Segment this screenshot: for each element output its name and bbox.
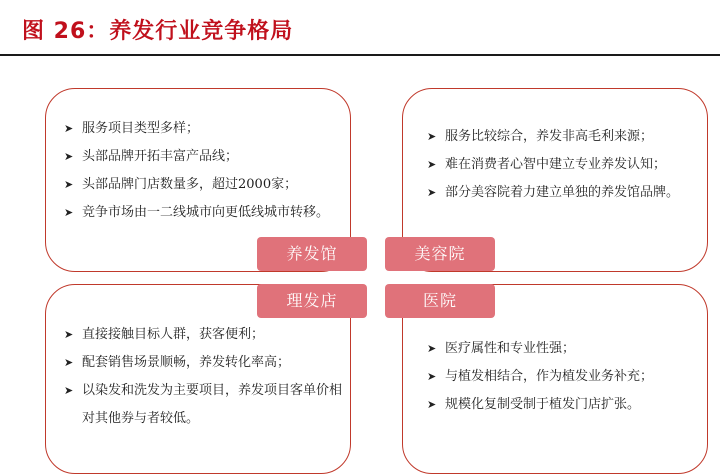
item-text: 直接接触目标人群，获客便利； <box>82 327 265 342</box>
list-item <box>427 151 705 179</box>
list-item <box>64 115 336 143</box>
label-beauty-salon: 美容院 <box>385 237 495 271</box>
title-divider <box>0 54 720 56</box>
arrow-right-icon: ➤ <box>64 206 74 219</box>
item-text: 服务比较综合，养发非高毛利来源； <box>445 129 654 144</box>
arrow-right-icon: ➤ <box>64 384 74 397</box>
label-hospital: 医院 <box>385 284 495 318</box>
item-text: 以染发和洗发为主要项目，养发项目客单价相对其他券与者较低。 <box>82 383 343 426</box>
label-hair-care-salon: 养发馆 <box>257 237 367 271</box>
item-text: 与植发相结合，作为植发业务补充； <box>445 369 654 384</box>
list-item <box>64 143 336 171</box>
arrow-right-icon: ➤ <box>427 398 437 411</box>
item-text: 配套销售场景顺畅，养发转化率高； <box>82 355 291 370</box>
item-text: 规模化复制受制于植发门店扩张。 <box>445 397 641 412</box>
arrow-right-icon: ➤ <box>64 328 74 341</box>
label-barbershop: 理发店 <box>257 284 367 318</box>
item-text: 部分美容院着力建立单独的养发馆品牌。 <box>445 185 680 200</box>
arrow-right-icon: ➤ <box>427 370 437 383</box>
arrow-right-icon: ➤ <box>64 178 74 191</box>
item-text: 头部品牌开拓丰富产品线； <box>82 149 239 164</box>
list-item <box>427 363 705 391</box>
list-hospital <box>427 335 705 419</box>
list-item <box>64 349 342 377</box>
list-item <box>427 335 705 363</box>
arrow-right-icon: ➤ <box>427 186 437 199</box>
item-text: 难在消费者心智中建立专业养发认知； <box>445 157 667 172</box>
item-text: 服务项目类型多样； <box>82 121 200 136</box>
list-beauty-salon <box>427 123 705 207</box>
arrow-right-icon: ➤ <box>427 130 437 143</box>
arrow-right-icon: ➤ <box>64 356 74 369</box>
list-item <box>64 321 342 349</box>
list-item <box>427 391 705 419</box>
arrow-right-icon: ➤ <box>64 150 74 163</box>
item-text: 竞争市场由一二线城市向更低线城市转移。 <box>82 205 330 220</box>
list-item <box>427 179 705 207</box>
arrow-right-icon: ➤ <box>427 342 437 355</box>
list-item <box>64 171 336 199</box>
list-hair-care-salon <box>64 115 336 227</box>
list-item <box>64 377 342 433</box>
arrow-right-icon: ➤ <box>427 158 437 171</box>
list-item <box>427 123 705 151</box>
arrow-right-icon: ➤ <box>64 122 74 135</box>
figure-title: 图 26：养发行业竞争格局 <box>22 19 294 44</box>
list-barbershop <box>64 321 342 433</box>
item-text: 头部品牌门店数量多，超过2000家； <box>82 177 298 192</box>
list-item <box>64 199 336 227</box>
item-text: 医疗属性和专业性强； <box>445 341 576 356</box>
